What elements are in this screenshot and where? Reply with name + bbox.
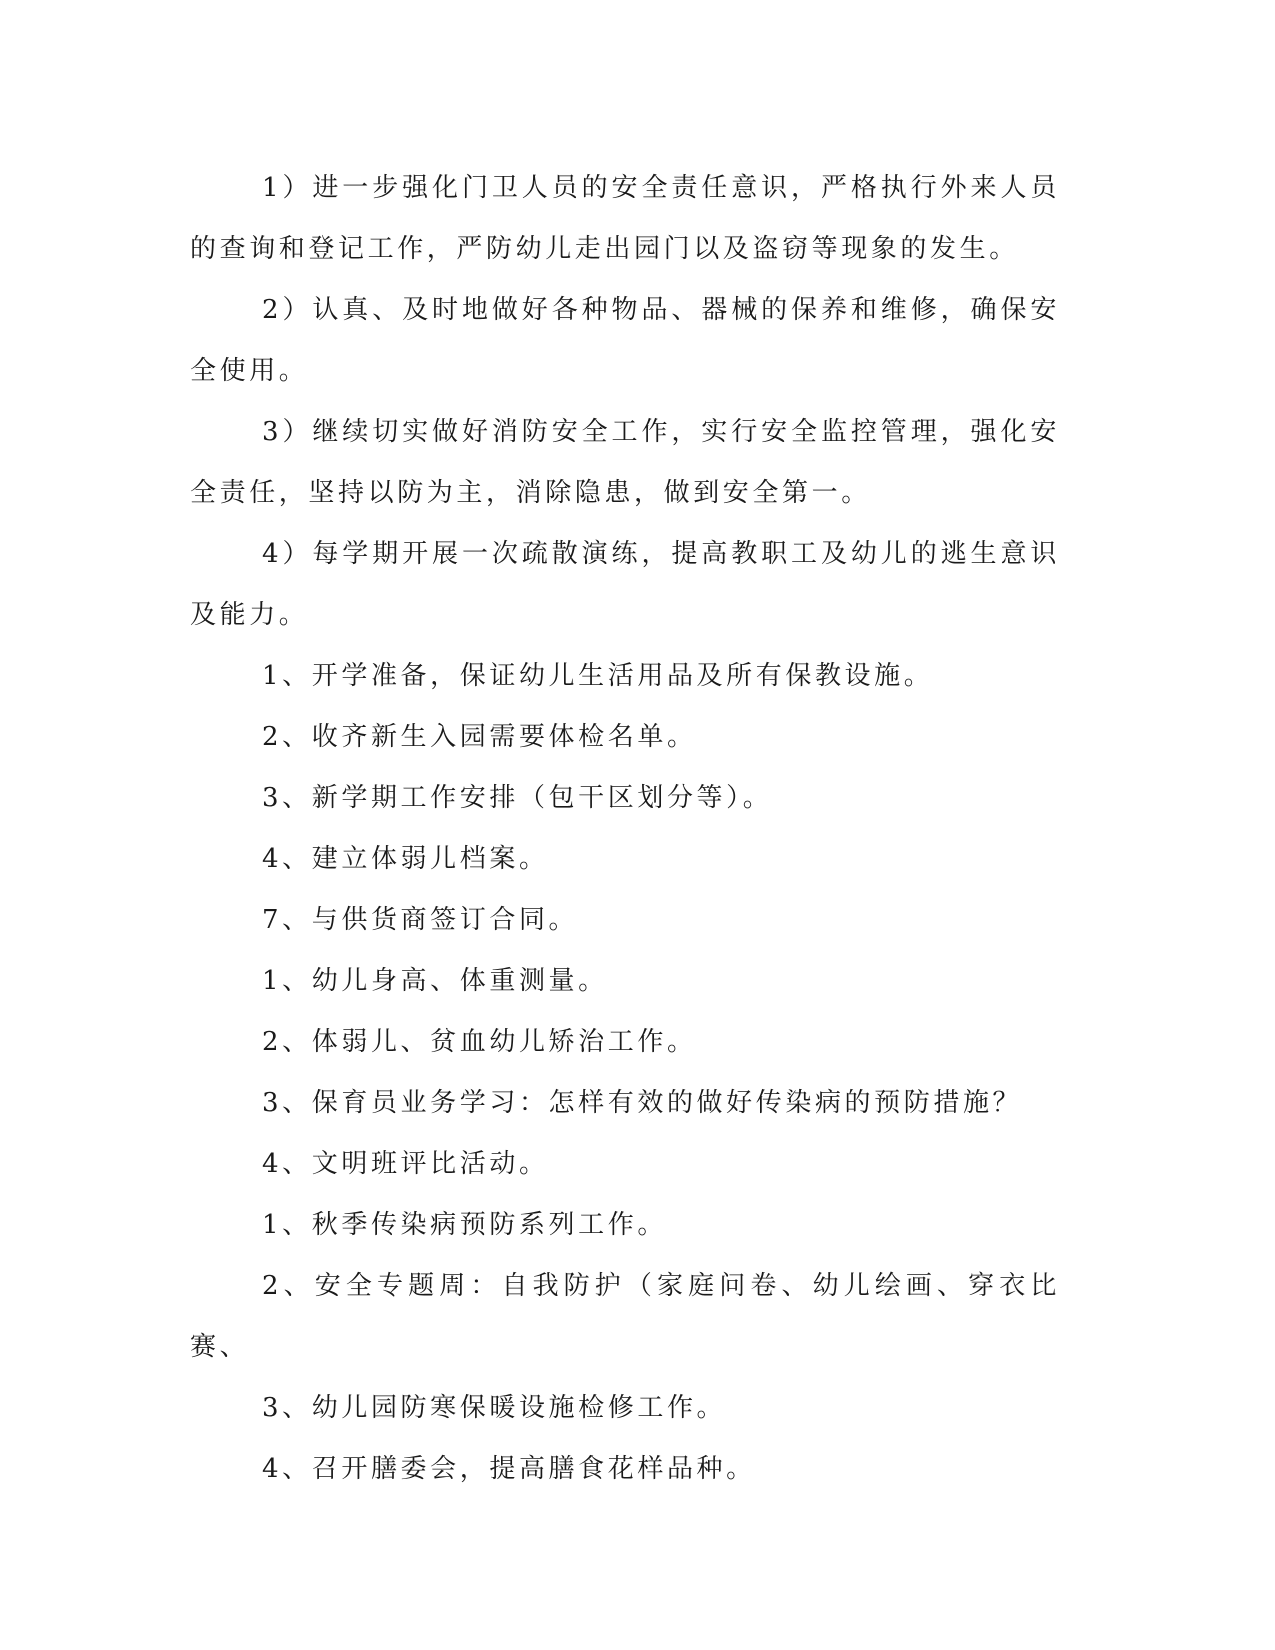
paragraph-fire-safety: 3）继续切实做好消防安全工作，实行安全监控管理，强化安全责任，坚持以防为主，消除隐患，做到安全第一。	[190, 417, 1060, 508]
paragraph-evacuation-drill: 4）每学期开展一次疏散演练，提高教职工及幼儿的逃生意识及能力。	[190, 539, 1060, 630]
list-item: 4、文明班评比活动。	[262, 1149, 549, 1179]
paragraph-equipment-maintenance: 2）认真、及时地做好各种物品、器械的保养和维修，确保安全使用。	[190, 295, 1060, 386]
list-item: 1、开学准备，保证幼儿生活用品及所有保教设施。	[262, 661, 934, 691]
list-item: 1、秋季传染病预防系列工作。	[262, 1210, 667, 1240]
list-item: 7、与供货商签订合同。	[262, 905, 579, 935]
list-item: 1、幼儿身高、体重测量。	[262, 966, 608, 996]
paragraph-gate-security: 1）进一步强化门卫人员的安全责任意识，严格执行外来人员的查询和登记工作，严防幼儿走出园门以及盗窃等现象的发生。	[190, 173, 1060, 264]
list-item: 2、体弱儿、贫血幼儿矫治工作。	[262, 1027, 697, 1057]
list-item: 3、保育员业务学习：怎样有效的做好传染病的预防措施？	[262, 1088, 1023, 1118]
list-item: 3、新学期工作安排（包干区划分等）。	[262, 783, 773, 813]
list-item: 2、安全专题周：自我防护（家庭问卷、幼儿绘画、穿衣比赛、	[190, 1271, 1060, 1362]
list-item: 4、召开膳委会，提高膳食花样品种。	[262, 1454, 756, 1484]
list-item: 3、幼儿园防寒保暖设施检修工作。	[262, 1393, 727, 1423]
list-item: 4、建立体弱儿档案。	[262, 844, 549, 874]
list-item: 2、收齐新生入园需要体检名单。	[262, 722, 697, 752]
document-body	[190, 158, 1060, 1500]
